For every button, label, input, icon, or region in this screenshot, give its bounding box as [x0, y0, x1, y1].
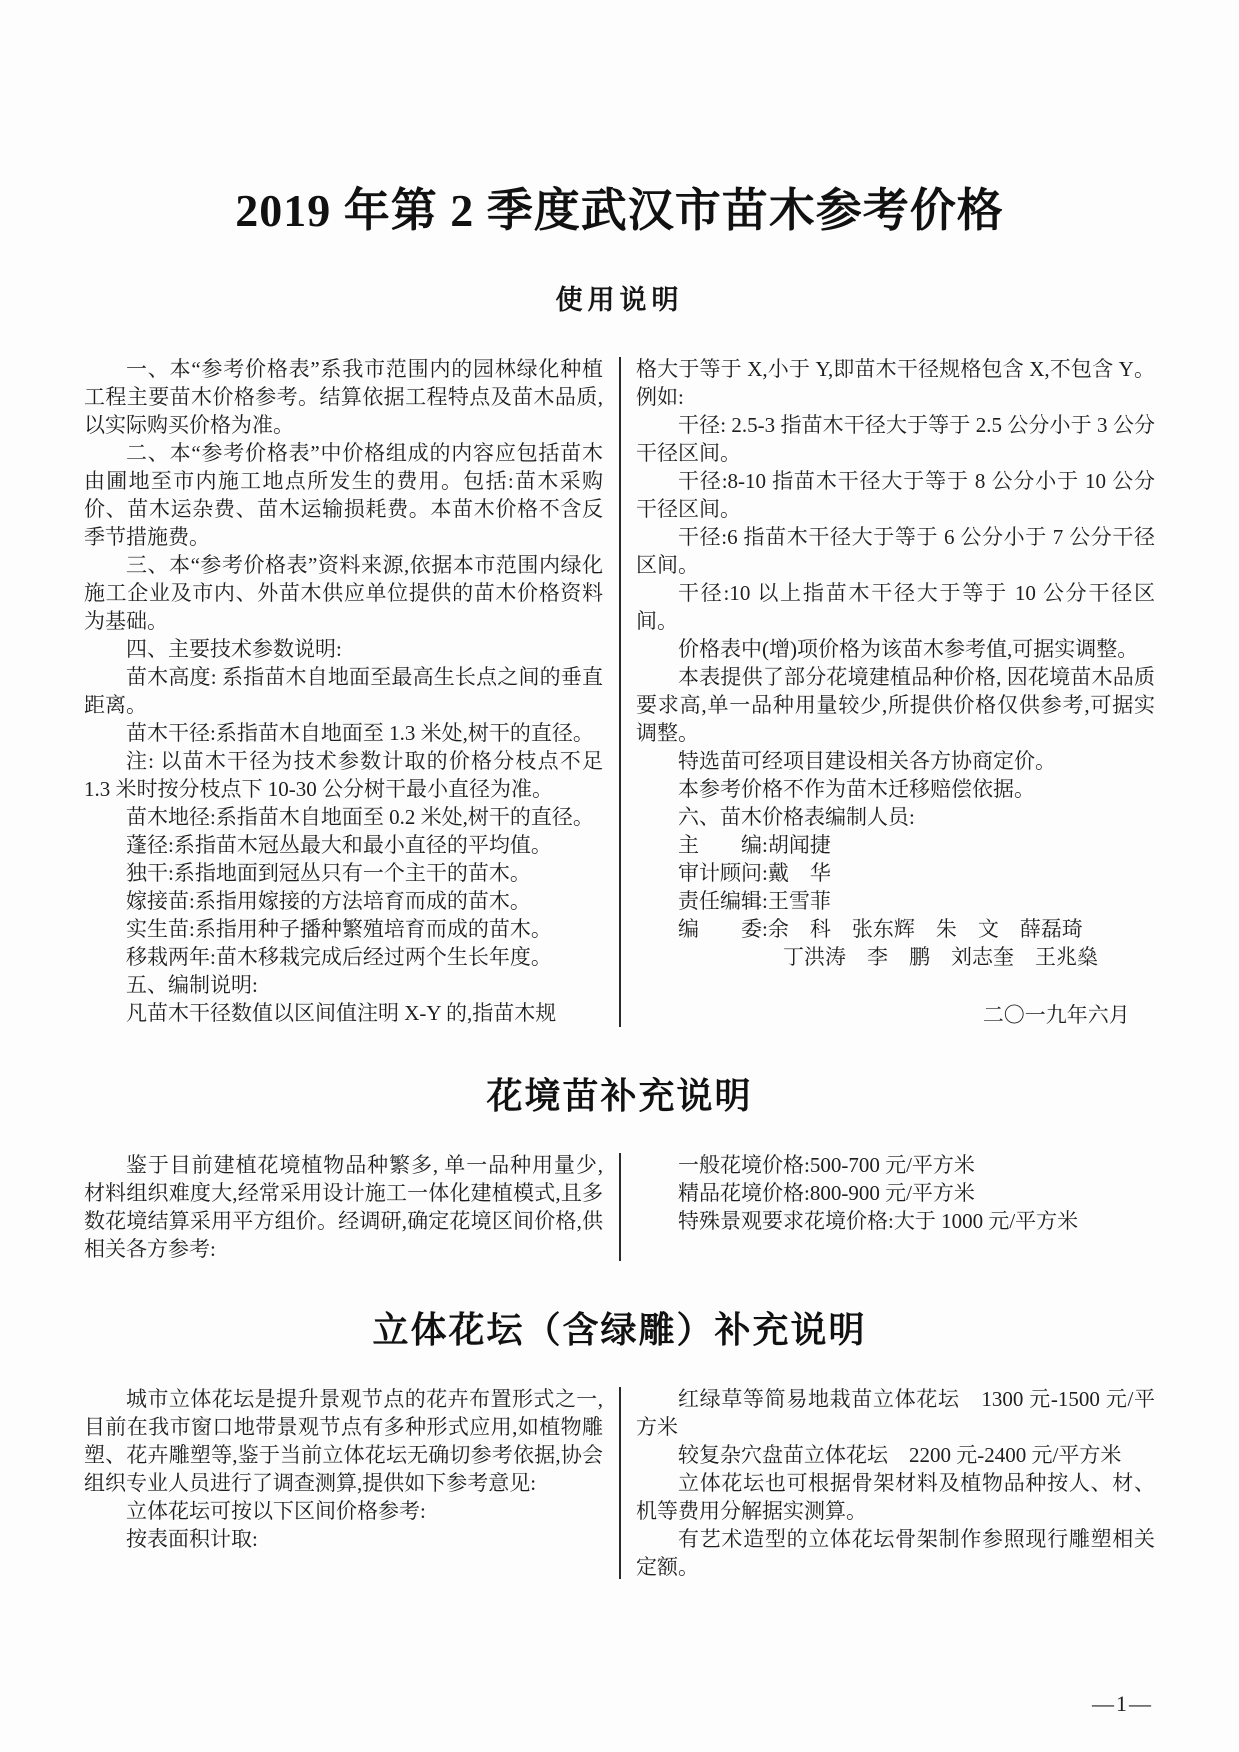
paragraph: 有艺术造型的立体花坛骨架制作参照现行雕塑相关定额。 [636, 1527, 1155, 1579]
credit-line-editorial-board-cont: 丁洪涛 李 鹏 刘志奎 王兆燊 [783, 945, 1098, 969]
flower-border-heading: 花境苗补充说明 [486, 1075, 753, 1116]
page-number: —1— [1092, 1691, 1153, 1716]
paragraph: 苗木地径:系指苗木自地面至 0.2 米处,树干的直径。 [126, 805, 594, 829]
paragraph: 鉴于目前建植花境植物品种繁多, 单一品种用量少,材料组织难度大,经常采用设计施工一体化建植模式,且多数花境结算采用平方组价。经调研,确定花境区间价格,供相关各方参考: [84, 1153, 603, 1261]
credit-line-responsible-editor: 责任编辑:王雪菲 [678, 889, 831, 913]
paragraph: 本参考价格不作为苗木迁移赔偿依据。 [678, 777, 1035, 801]
usage-left-column [84, 355, 603, 1029]
paragraph: 立体花坛可按以下区间价格参考: [126, 1499, 426, 1523]
paragraph: 实生苗:系指用种子播种繁殖培育而成的苗木。 [126, 917, 552, 941]
paragraph: 干径:10 以上指苗木干径大于等于 10 公分干径区间。 [636, 581, 1155, 633]
3d-flowerbed-heading: 立体花坛（含绿雕）补充说明 [372, 1309, 867, 1350]
paragraph: 一、本“参考价格表”系我市范围内的园林绿化种植工程主要苗木价格参考。结算依据工程特点及苗木品质,以实际购买价格为准。 [84, 357, 603, 437]
flower-border-columns [84, 1151, 1155, 1263]
price-line-simple-bed: 红绿草等简易地栽苗立体花坛 1300 元-1500 元/平方米 [636, 1387, 1155, 1439]
3d-flowerbed-right-column [636, 1385, 1155, 1581]
credit-line-editorial-board: 编 委:余 科 张东辉 朱 文 薛磊琦 [678, 917, 1083, 941]
paragraph: 格大于等于 X,小于 Y,即苗木干径规格包含 X,不包含 Y。例如: [636, 357, 1155, 409]
paragraph: 独干:系指地面到冠丛只有一个主干的苗木。 [126, 861, 531, 885]
credit-line-audit-advisor: 审计顾问:戴 华 [678, 861, 831, 885]
paragraph: 按表面积计取: [126, 1527, 258, 1551]
paragraph: 注: 以苗木干径为技术参数计取的价格分枝点不足 1.3 米时按分枝点下 10-30 公分树干最小直径为准。 [84, 749, 603, 801]
paragraph: 移栽两年:苗木移栽完成后经过两个生长年度。 [126, 945, 552, 969]
paragraph: 二、本“参考价格表”中价格组成的内容应包括苗木由圃地至市内施工地点所发生的费用。包括:苗木采购价、苗木运杂费、苗木运输损耗费。本苗木价格不含反季节措施费。 [84, 441, 603, 549]
document-date: 二〇一九年六月 [982, 1003, 1130, 1027]
price-line-general: 一般花境价格:500-700 元/平方米 [678, 1153, 975, 1177]
column-divider [619, 1387, 621, 1579]
paragraph: 城市立体花坛是提升景观节点的花卉布置形式之一,目前在我市窗口地带景观节点有多种形式应用,如植物雕塑、花卉雕塑等,鉴于当前立体花坛无确切参考依据,协会组织专业人员进行了调查测算,提供如下参考意见: [84, 1387, 603, 1495]
section-3d-flowerbed [84, 1307, 1155, 1581]
usage-right-column [636, 355, 1155, 1029]
paragraph: 苗木干径:系指苗木自地面至 1.3 米处,树干的直径。 [126, 721, 594, 745]
price-line-complex-bed: 较复杂穴盘苗立体花坛 2200 元-2400 元/平方米 [678, 1443, 1122, 1467]
credit-line-chief-editor: 主 编:胡闻捷 [678, 833, 831, 857]
usage-heading: 使用说明 [555, 285, 684, 315]
paragraph: 价格表中(增)项价格为该苗木参考值,可据实调整。 [678, 637, 1139, 661]
paragraph: 立体花坛也可根据骨架材料及植物品种按人、材、机等费用分解据实测算。 [636, 1471, 1155, 1523]
3d-flowerbed-columns [84, 1385, 1155, 1581]
price-line-premium: 精品花境价格:800-900 元/平方米 [678, 1181, 975, 1205]
paragraph: 蓬径:系指苗木冠丛最大和最小直径的平均值。 [126, 833, 552, 857]
column-divider [619, 357, 621, 1027]
paragraph: 干径:6 指苗木干径大于等于 6 公分小于 7 公分干径区间。 [636, 525, 1155, 577]
paragraph: 苗木高度: 系指苗木自地面至最高生长点之间的垂直距离。 [84, 665, 603, 717]
paragraph: 凡苗木干径数值以区间值注明 X-Y 的,指苗木规 [126, 1001, 557, 1025]
paragraph: 干径:8-10 指苗木干径大于等于 8 公分小于 10 公分干径区间。 [636, 469, 1155, 521]
3d-flowerbed-left-column [84, 1385, 603, 1581]
paragraph: 本表提供了部分花境建植品种价格, 因花境苗木品质要求高,单一品种用量较少,所提供价格仅供参考,可据实调整。 [636, 665, 1155, 745]
price-line-special: 特殊景观要求花境价格:大于 1000 元/平方米 [678, 1209, 1079, 1233]
paragraph: 三、本“参考价格表”资料来源,依据本市范围内绿化施工企业及市内、外苗木供应单位提供的苗木价格资料为基础。 [84, 553, 603, 633]
section-flower-border [84, 1073, 1155, 1263]
paragraph: 五、编制说明: [126, 973, 258, 997]
column-divider [619, 1153, 621, 1261]
usage-columns [84, 355, 1155, 1029]
flower-border-left-column [84, 1151, 603, 1263]
paragraph: 四、主要技术参数说明: [126, 637, 342, 661]
flower-border-right-column [636, 1151, 1155, 1263]
document-title: 2019 年第 2 季度武汉市苗木参考价格 [235, 185, 1004, 236]
paragraph: 特选苗可经项目建设相关各方协商定价。 [678, 749, 1056, 773]
paragraph: 六、苗木价格表编制人员: [678, 805, 915, 829]
paragraph: 干径: 2.5-3 指苗木干径大于等于 2.5 公分小于 3 公分干径区间。 [636, 413, 1155, 465]
paragraph: 嫁接苗:系指用嫁接的方法培育而成的苗木。 [126, 889, 531, 913]
section-usage [84, 281, 1155, 1029]
